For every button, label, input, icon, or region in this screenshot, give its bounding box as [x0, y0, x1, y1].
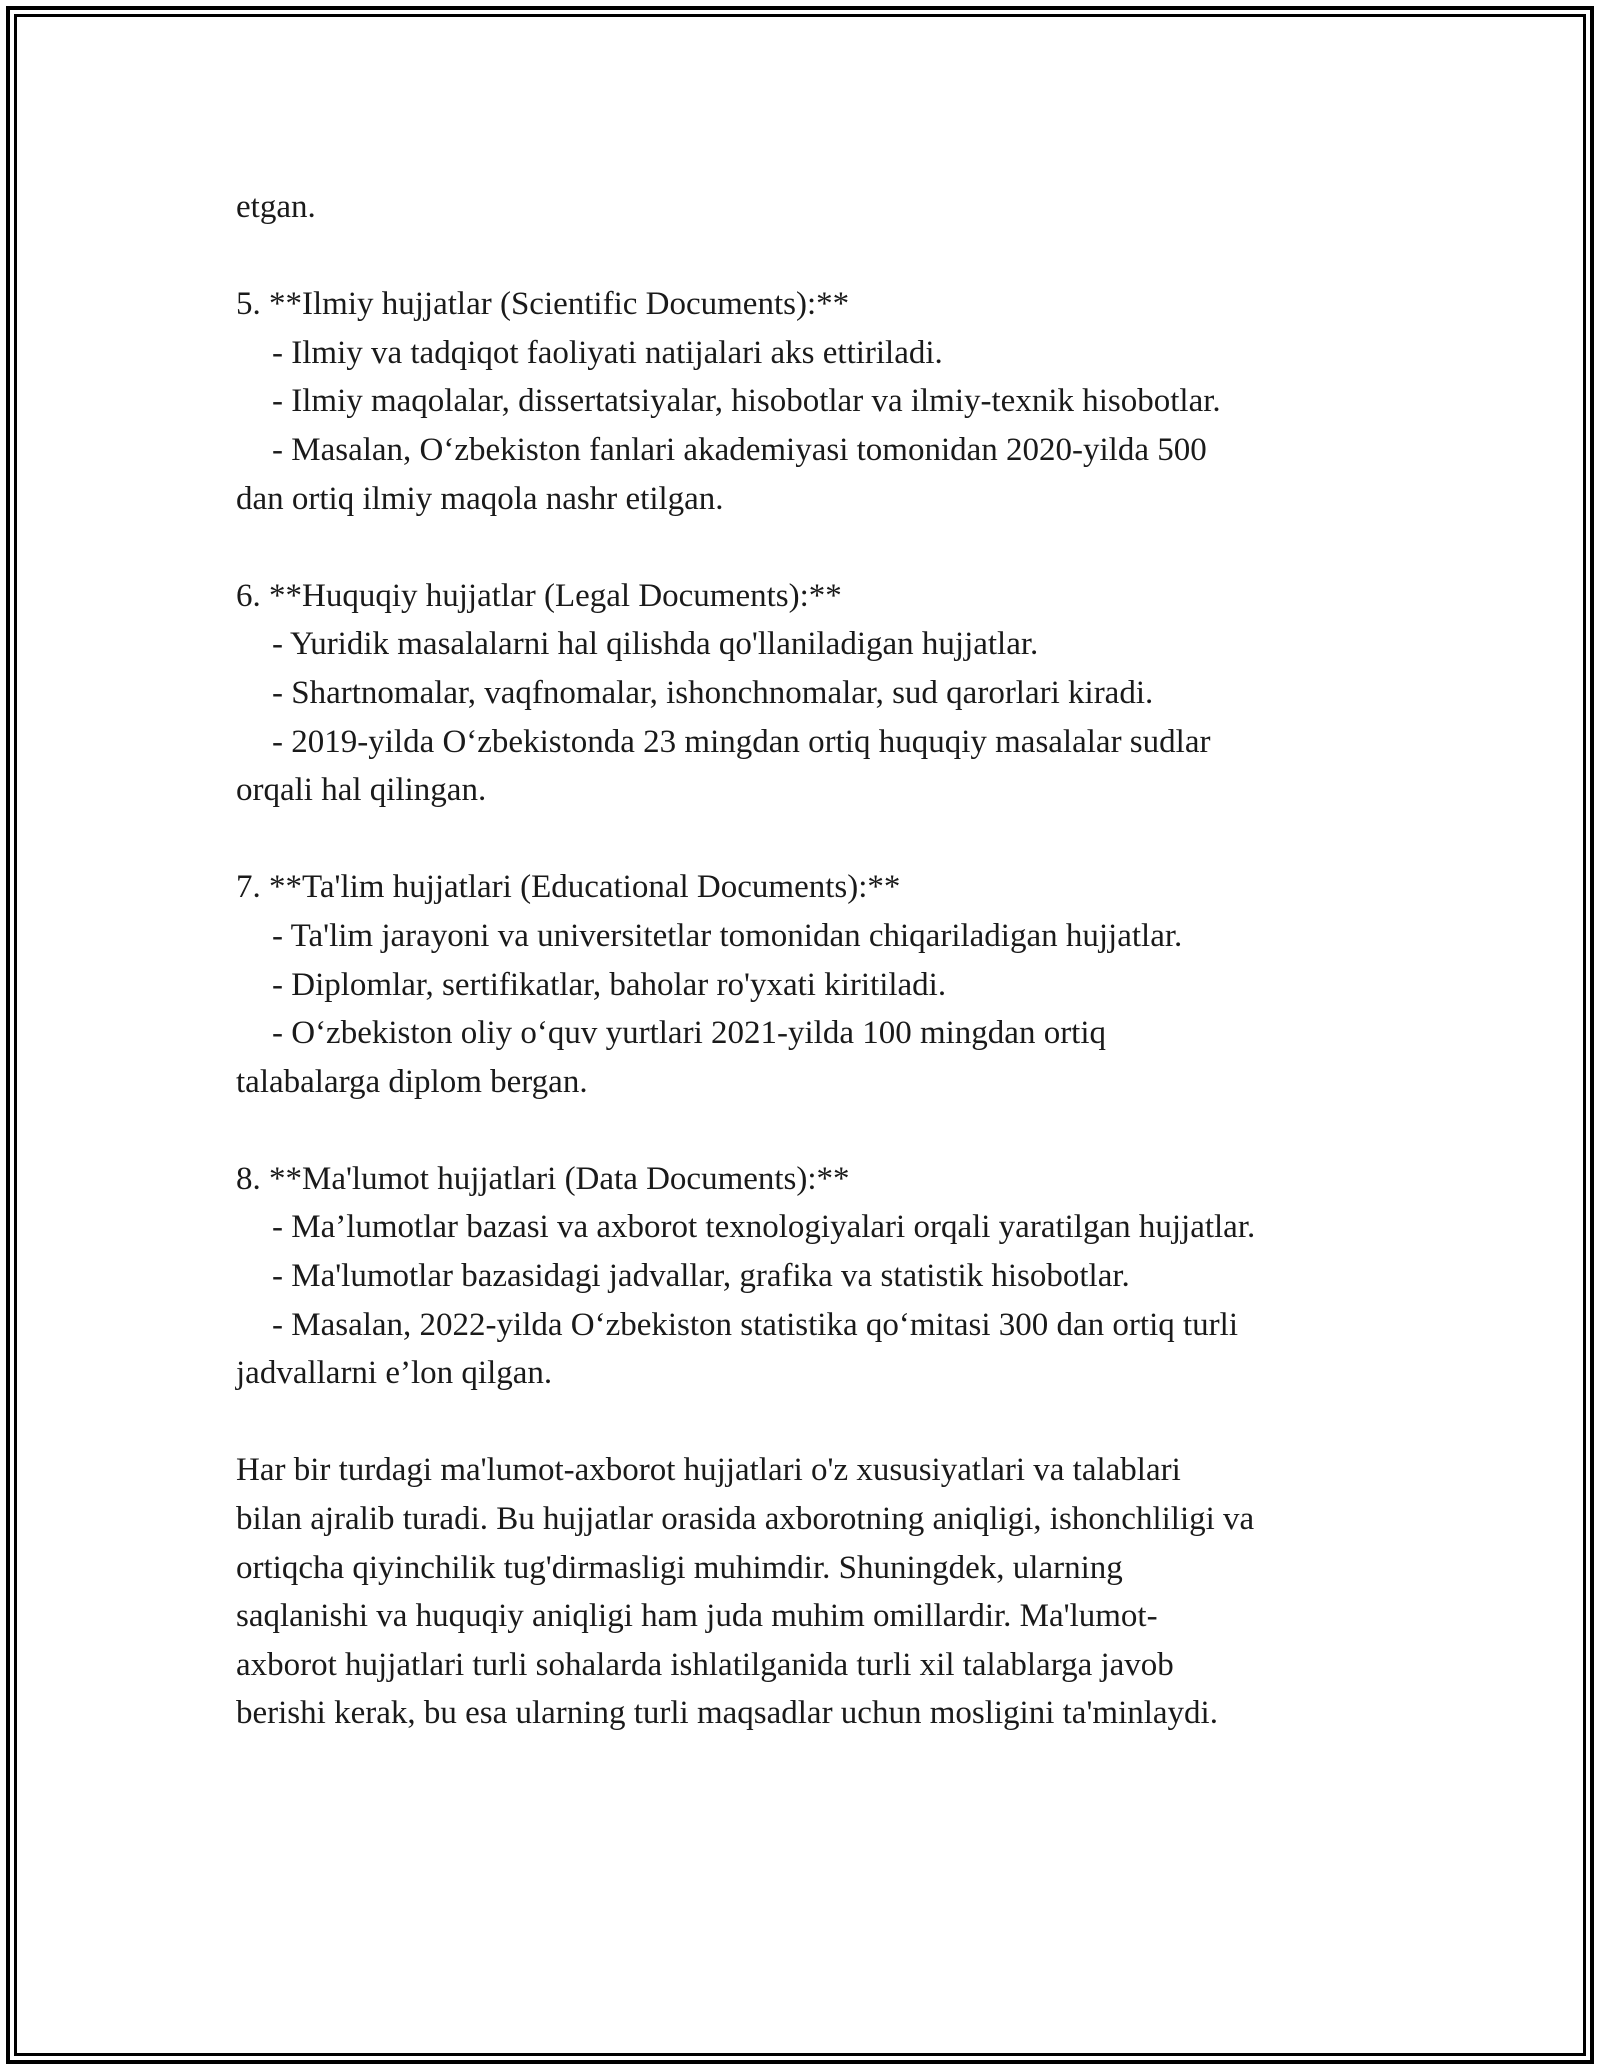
- list-item-wrap: orqali hal qilingan.: [236, 772, 487, 809]
- list-item: - 2019-yilda O‘zbekistonda 23 mingdan ortiq huquqiy masalalar sudlar: [272, 723, 1211, 760]
- paragraph-line: ortiqcha qiyinchilik tug'dirmasligi muhimdir. Shuningdek, ularning: [236, 1549, 1123, 1586]
- section-heading: 8. **Ma'lumot hujjatlari (Data Documents):**: [236, 1160, 850, 1197]
- list-item: - Diplomlar, sertifikatlar, baholar ro'yxati kiritiladi.: [272, 966, 947, 1003]
- spacer: [236, 523, 1376, 572]
- conclusion-paragraph: [236, 1446, 1376, 1738]
- spacer: [236, 1398, 1376, 1447]
- intro-continuation: etgan.: [236, 189, 316, 225]
- list-item-wrap: talabalarga diplom bergan.: [236, 1063, 588, 1100]
- paragraph-line: bilan ajralib turadi. Bu hujjatlar orasida axborotning aniqligi, ishonchliligi va: [236, 1501, 1255, 1538]
- spacer: [236, 232, 1376, 281]
- list-item: - Ilmiy va tadqiqot faoliyati natijalari aks ettiriladi.: [272, 334, 943, 371]
- list-item: - Ma'lumotlar bazasidagi jadvallar, grafika va statistik hisobotlar.: [272, 1258, 1130, 1295]
- list-item: - Shartnomalar, vaqfnomalar, ishonchnomalar, sud qarorlari kiradi.: [272, 674, 1154, 711]
- section-scientific-documents: [236, 280, 1376, 523]
- list-item-wrap: jadvallarni e’lon qilgan.: [236, 1355, 553, 1392]
- paragraph-line: berishi kerak, bu esa ularning turli maqsadlar uchun mosligini ta'minlaydi.: [236, 1695, 1218, 1732]
- section-heading: 7. **Ta'lim hujjatlari (Educational Documents):**: [236, 869, 901, 906]
- document-body: [236, 183, 1376, 1738]
- paragraph-line: saqlanishi va huquqiy aniqligi ham juda muhim omillardir. Ma'lumot-: [236, 1598, 1158, 1635]
- section-legal-documents: [236, 572, 1376, 815]
- section-educational-documents: [236, 863, 1376, 1106]
- spacer: [236, 815, 1376, 864]
- list-item: - Masalan, O‘zbekiston fanlari akademiyasi tomonidan 2020-yilda 500: [272, 431, 1207, 468]
- section-data-documents: [236, 1155, 1376, 1398]
- paragraph-line: Har bir turdagi ma'lumot-axborot hujjatlari o'z xususiyatlari va talablari: [236, 1452, 1181, 1489]
- list-item: - Ma’lumotlar bazasi va axborot texnologiyalari orqali yaratilgan hujjatlar.: [272, 1209, 1256, 1246]
- list-item: - Yuridik masalalarni hal qilishda qo'llaniladigan hujjatlar.: [272, 626, 1039, 663]
- section-heading: 6. **Huquqiy hujjatlar (Legal Documents):**: [236, 577, 842, 614]
- list-item-wrap: dan ortiq ilmiy maqola nashr etilgan.: [236, 480, 724, 517]
- spacer: [236, 1106, 1376, 1155]
- section-heading: 5. **Ilmiy hujjatlar (Scientific Documents):**: [236, 286, 850, 323]
- list-item: - Ilmiy maqolalar, dissertatsiyalar, hisobotlar va ilmiy-texnik hisobotlar.: [272, 383, 1221, 420]
- paragraph-line: axborot hujjatlari turli sohalarda ishlatilganida turli xil talablarga javob: [236, 1646, 1174, 1683]
- list-item: - O‘zbekiston oliy o‘quv yurtlari 2021-yilda 100 mingdan ortiq: [272, 1015, 1107, 1052]
- list-item: - Ta'lim jarayoni va universitetlar tomonidan chiqariladigan hujjatlar.: [272, 917, 1183, 954]
- list-item: - Masalan, 2022-yilda O‘zbekiston statistika qo‘mitasi 300 dan ortiq turli: [272, 1306, 1238, 1343]
